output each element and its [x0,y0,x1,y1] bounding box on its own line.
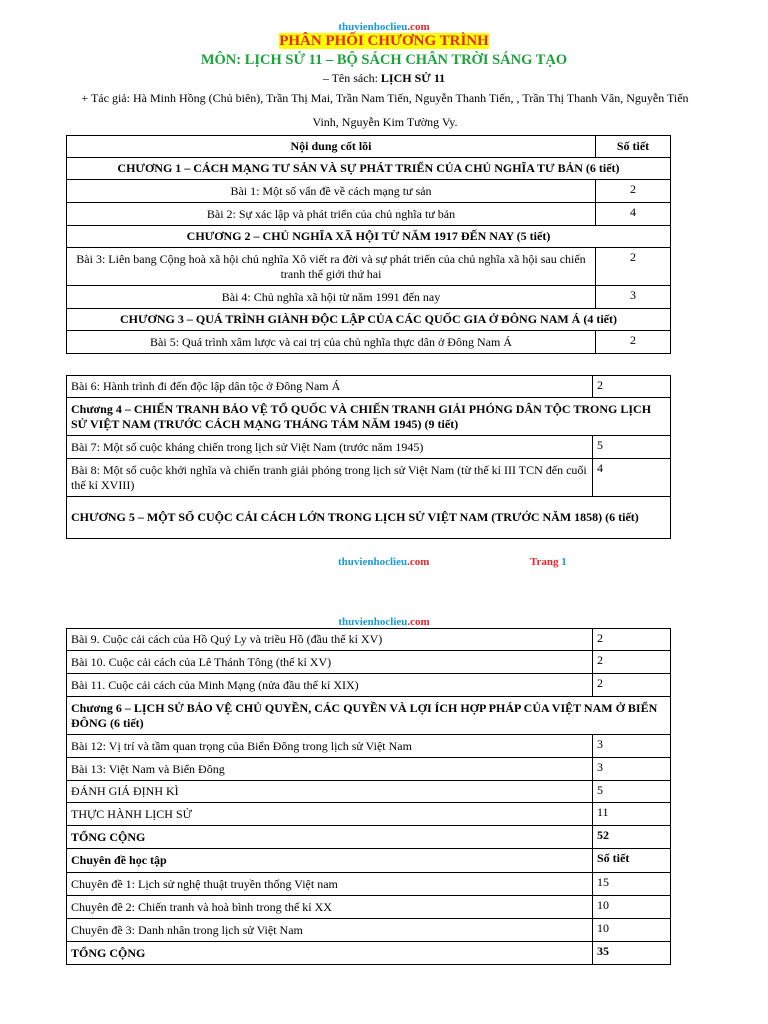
table-row: Bài 1: Một số vấn đề về cách mạng tư sản 2 [67,180,671,203]
subject-title: MÔN: LỊCH SỬ 11 – BỘ SÁCH CHÂN TRỜI SÁNG TẠO [200,52,568,68]
book-line: – Tên sách: LỊCH SỬ 11 [322,71,446,85]
site-brand-page2: thuvienhoclieu.com [338,616,430,628]
table-row: Bài 2: Sự xác lập và phát triển của chủ nghĩa tư bản 4 [67,203,671,226]
header-periods: Số tiết [596,136,671,158]
table-row: Bài 4: Chủ nghĩa xã hội từ năm 1991 đến nay 3 [67,286,671,309]
table-row: Chuyên đề 2: Chiến tranh và hoà bình trong thế kỉ XX 10 [67,896,671,919]
chapter-row: CHƯƠNG 2 – CHỦ NGHĨA XÃ HỘI TỪ NĂM 1917 ĐẾN NAY (5 tiết) [67,226,671,248]
document-title: PHÂN PHỐI CHƯƠNG TRÌNH [279,33,489,49]
curriculum-table-3 [66,628,671,965]
table-row: ĐÁNH GIÁ ĐỊNH KÌ 5 [67,781,671,803]
chapter-row: CHƯƠNG 5 – MỘT SỐ CUỘC CẢI CÁCH LỚN TRONG LỊCH SỬ VIỆT NAM (TRƯỚC NĂM 1858) (6 tiết) [67,497,671,539]
chapter-row: Chương 6 – LỊCH SỬ BẢO VỆ CHỦ QUYỀN, CÁC QUYỀN VÀ LỢI ÍCH HỢP PHÁP CỦA VIỆT NAM Ở BIỂN ĐÔNG (6 tiết) [67,697,671,735]
table-row: Bài 3: Liên bang Cộng hoà xã hội chủ nghĩa Xô viết ra đời và sự phát triển của chủ nghĩa xã hội sau chiến tranh thế giới thứ hai 2 [67,248,671,286]
table-row: Bài 5: Quá trình xâm lược và cai trị của chủ nghĩa thực dân ở Đông Nam Á 2 [67,331,671,354]
header-content: Nội dung cốt lõi [67,136,596,158]
table-row: THỰC HÀNH LỊCH SỬ 11 [67,803,671,826]
site-brand [0,21,768,33]
page-number: Trang 1 [530,556,567,568]
table-row: Bài 7: Một số cuộc kháng chiến trong lịch sử Việt Nam (trước năm 1945) 5 [67,436,671,459]
chapter-row: CHƯƠNG 1 – CÁCH MẠNG TƯ SẢN VÀ SỰ PHÁT TRIỂN CỦA CHỦ NGHĨA TƯ BẢN (6 tiết) [67,158,671,180]
table-row: Bài 12: Vị trí và tầm quan trọng của Biển Đông trong lịch sử Việt Nam 3 [67,735,671,758]
table-row: Bài 8: Một số cuộc khởi nghĩa và chiến tranh giải phóng trong lịch sử Việt Nam (từ thế kỉ III TCN đến cuối thế kỉ XVIII) 4 [67,459,671,497]
chapter-row: CHƯƠNG 3 – QUÁ TRÌNH GIÀNH ĐỘC LẬP CỦA CÁC QUỐC GIA Ở ĐÔNG NAM Á (4 tiết) [67,309,671,331]
chapter-row: Chương 4 – CHIẾN TRANH BẢO VỆ TỔ QUỐC VÀ CHIẾN TRANH GIẢI PHÓNG DÂN TỘC TRONG LỊCH SỬ VIỆT NAM (TRƯỚC CÁCH MẠNG THÁNG TÁM NĂM 1945) (9 tiết) [67,398,671,436]
curriculum-table-2 [66,375,671,539]
table-row: Bài 11. Cuộc cải cách của Minh Mạng (nửa đầu thế kỉ XIX) 2 [67,674,671,697]
brand-domain: .com [407,21,430,33]
authors-line: + Tác giả: Hà Minh Hồng (Chủ biên), Trần Thị Mai, Trần Nam Tiến, Nguyễn Thanh Tiến, , Trần Thị Thanh Vân, Nguyễn Tiến Vinh, Nguyễn Kim Tường Vy. [81,91,689,129]
curriculum-table-1 [66,135,671,354]
total-row: TỔNG CỘNG 35 [67,942,671,965]
topic-header-row: Chuyên đề học tập Số tiết [67,849,671,873]
table-row: Bài 9. Cuộc cải cách của Hồ Quý Ly và triều Hồ (đầu thế kỉ XV) 2 [67,629,671,651]
table-row: Bài 13: Việt Nam và Biển Đông 3 [67,758,671,781]
brand-name: thuvienhoclieu [338,21,408,33]
total-row: TỔNG CỘNG 52 [67,826,671,849]
book-name: LỊCH SỬ 11 [380,71,446,85]
footer-brand: thuvienhoclieu.com [338,556,430,568]
table-row: Chuyên đề 3: Danh nhân trong lịch sử Việt Nam 10 [67,919,671,942]
table-row: Chuyên đề 1: Lịch sử nghệ thuật truyền thống Việt nam 15 [67,873,671,896]
table-row: Bài 10. Cuộc cải cách của Lê Thánh Tông (thế kỉ XV) 2 [67,651,671,674]
table-header-row [67,136,671,158]
table-row: Bài 6: Hành trình đi đến độc lập dân tộc ở Đông Nam Á 2 [67,376,671,398]
